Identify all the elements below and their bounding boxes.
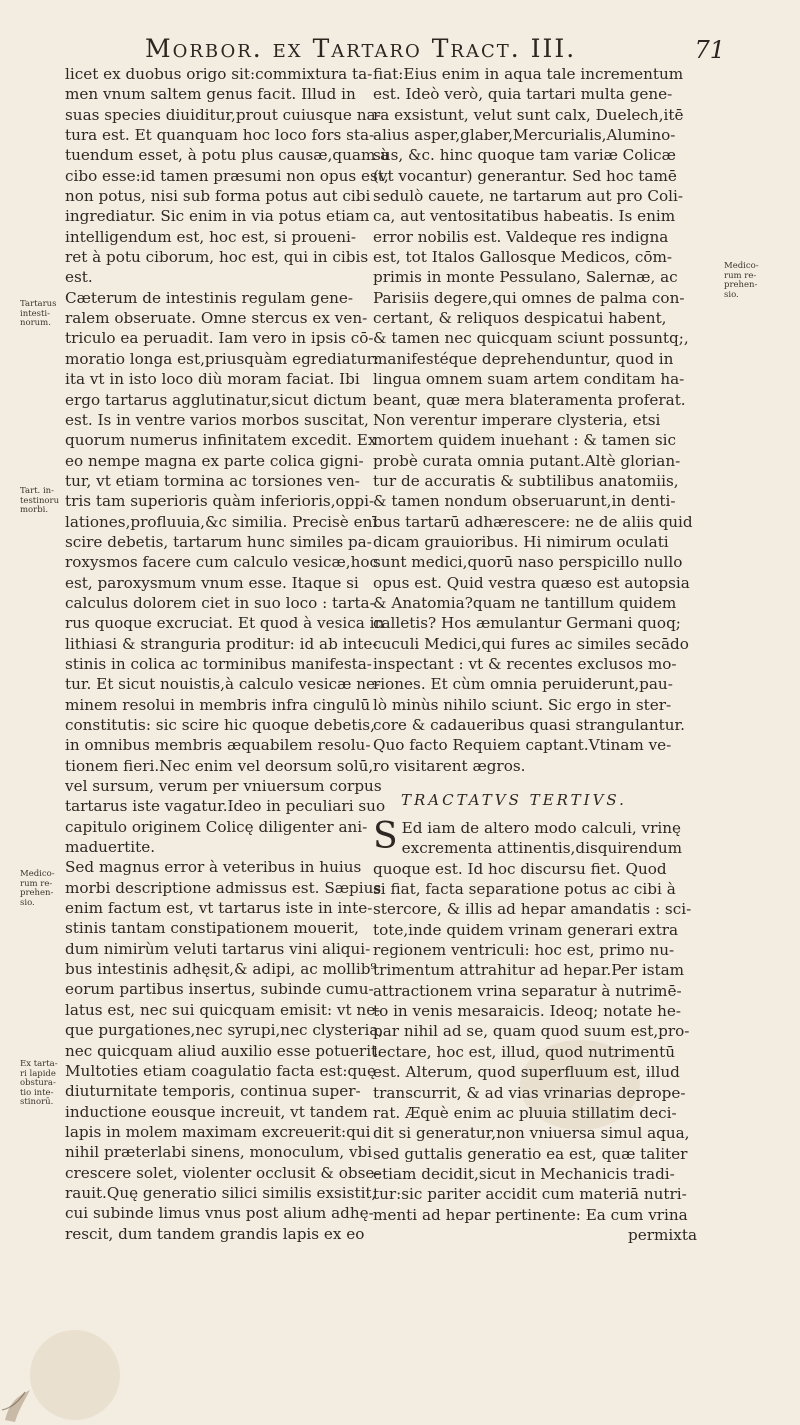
text-line: est, paroxysmum vnum esse. Itaque si <box>65 573 359 592</box>
text-line: scire debetis, tartarum hunc similes pa- <box>65 532 372 551</box>
text-line: sunt medici,quorū naso perspicillo nullo <box>373 553 683 572</box>
text-line: men vnum saltem genus facit. Illud in <box>65 85 356 104</box>
text-line: Quo facto Requiem captant.Vtinam ve- <box>373 736 672 755</box>
text-line: licet ex duobus origo sit:commixtura ta- <box>65 65 373 83</box>
text-line: lingua omnem suam artem conditam ha- <box>373 370 685 389</box>
text-line: rus quoque excruciat. Et quod à vesica in <box>65 614 385 633</box>
text-line: diuturnitate temporis, continua super- <box>65 1082 361 1101</box>
text-line: dicam grauioribus. Hi nimirum oculati <box>373 532 669 551</box>
text-line: lithiasi & stranguria proditur: id ab inte- <box>65 634 378 653</box>
text-line: tionem fieri.Nec enim vel deorsum solū, <box>65 756 374 775</box>
text-line: morbi descriptione admissus est. Sæpius <box>65 878 382 897</box>
text-line: tuendum esset, à potu plus causæ,quam à <box>65 146 390 165</box>
text-line: error nobilis est. Valdeque res indigna <box>373 227 669 246</box>
text-line: tur, vt etiam tormina ac torsiones ven- <box>65 471 360 490</box>
text-line: latus est, nec sui quicquam emisit: vt ne- <box>65 1000 381 1019</box>
running-head <box>145 34 725 64</box>
text-line: ingrediatur. Sic enim in via potus etiam <box>65 207 370 226</box>
text-line: Ed iam de altero modo calculi, vrinę <box>401 819 682 838</box>
text-line: to in venis mesaraicis. Ideoq; notate he- <box>373 1002 682 1021</box>
text-line: calletis? Hos æmulantur Germani quoq; <box>373 614 681 633</box>
text-line: maduertite. <box>65 838 156 857</box>
text-line: core & cadaueribus quasi strangulantur. <box>373 716 685 734</box>
text-line: tartarus iste vagatur.Ideo in peculiari suo <box>65 797 386 816</box>
text-line: stinis in colica ac torminibus manifesta- <box>65 654 372 673</box>
text-line: crescere solet, violenter occlusit & obse- <box>65 1163 380 1182</box>
text-line: tris tam superioris quàm inferioris,oppi- <box>65 492 375 511</box>
text-line: ro visitarent ægros. <box>373 756 526 775</box>
text-line: manifestéque deprehenduntur, quod in <box>373 349 674 368</box>
text-line: minem resolui in membris infra cingulū <box>65 695 371 714</box>
drop-cap: S <box>373 816 398 858</box>
text-line: Non verentur imperare clysteria, etsi <box>373 410 661 429</box>
marginal-note: Ex tarta- ri lapide obstura- tio inte- stinorū. <box>20 1059 58 1107</box>
text-line: non potus, nisi sub forma potus aut cibi <box>65 187 371 206</box>
right-column <box>373 64 703 1245</box>
page-title: Morbor. ex Tartaro Tract. III. <box>145 34 577 63</box>
text-line: quoque est. Id hoc discursu fiet. Quod <box>373 859 667 878</box>
text-line: ita vt in isto loco diù moram faciat. Ibi <box>65 370 360 389</box>
marginal-note: Medico- rum re- prehen- sio. <box>724 261 759 300</box>
text-line: stercore, & illis ad hepar amandatis : sci- <box>373 900 692 919</box>
text-line: riones. Et cùm omnia peruiderunt,pau- <box>373 675 673 694</box>
text-line: est. <box>65 268 93 287</box>
text-line: bus intestinis adhęsit,& adipi, ac mollib⁹ <box>65 960 377 979</box>
text-line: capitulo originem Colicę diligenter ani- <box>65 817 368 836</box>
paragraph-dropcap-block <box>373 818 703 1225</box>
text-line: est. Alterum, quod superfluum est, illud <box>373 1063 680 1082</box>
text-line: probè curata omnia putant.Altè glorian- <box>373 451 681 470</box>
marginal-note: Tart. in- testinoru morbi. <box>20 486 60 515</box>
text-line: ret à potu ciborum, hoc est, qui in cibis <box>65 248 369 267</box>
text-line: est, tot Italos Gallosque Medicos, cōm- <box>373 248 673 267</box>
text-line: inductione eousque increuit, vt tandem <box>65 1102 368 1121</box>
text-line: fiat:Eius enim in aqua tale incrementum <box>373 65 684 83</box>
text-line: enim factum est, vt tartarus iste in inte- <box>65 899 373 918</box>
text-line: stinis tantam constipationem mouerit, <box>65 919 359 938</box>
text-line: etiam decidit,sicut in Mechanicis tradi- <box>373 1164 675 1183</box>
text-line: triculo ea peruadit. Iam vero in ipsis cō- <box>65 329 374 348</box>
text-line: lò minùs nihilo sciunt. Sic ergo in ster- <box>373 695 672 714</box>
text-line: beant, quæ mera blateramenta proferat. <box>373 390 686 409</box>
text-line: par nihil ad se, quam quod suum est,pro- <box>373 1022 690 1041</box>
text-line: lationes,profluuia,&c similia. Precisè enī <box>65 512 378 531</box>
text-line: moratio longa est,priusquàm egrediatur: <box>65 349 379 368</box>
text-line: est. Is in ventre varios morbos suscitat, <box>65 410 369 429</box>
text-line: sedulò cauete, ne tartarum aut pro Coli- <box>373 187 683 206</box>
text-line: roxysmos facere cum calculo vesicæ,hoc <box>65 553 379 572</box>
text-line: que purgationes,nec syrupi,nec clysteria, <box>65 1021 384 1040</box>
text-line: lapis in molem maximam excreuerit:qui <box>65 1122 371 1141</box>
text-line: constitutis: sic scire hic quoque debetis, <box>65 716 375 734</box>
text-line: mortem quidem inuehant : & tamen sic <box>373 431 676 450</box>
text-line: tote,inde quidem vrinam generari extra <box>373 920 679 939</box>
text-line: intelligendum est, hoc est, si proueni- <box>65 227 357 246</box>
text-line: inspectant : vt & recentes exclusos mo- <box>373 654 677 673</box>
text-line: Multoties etiam coagulatio facta est:quę <box>65 1061 376 1080</box>
text-line: & Anatomia?quam ne tantillum quidem <box>373 593 677 612</box>
text-line: lectare, hoc est, illud, quod nutrimentū <box>373 1042 675 1061</box>
marginal-note: Medico- rum re- prehen- sio. <box>20 869 55 908</box>
text-line: ca, aut ventositatibus habeatis. Is enim <box>373 207 676 226</box>
text-line: ra exsistunt, velut sunt calx, Duelech,itē <box>373 105 684 124</box>
text-line: & tamen nec quicquam sciunt possuntq;, <box>373 329 689 348</box>
text-line: regionem ventriculi: hoc est, primo nu- <box>373 941 675 960</box>
text-line: dum nimirùm veluti tartarus vini aliqui- <box>65 939 371 958</box>
text-line: rat. Æquè enim ac pluuia stillatim deci- <box>373 1103 677 1122</box>
text-line: suas species diuiditur,prout cuiusque na- <box>65 105 381 124</box>
text-line: tur. Et sicut nouistis,à calculo vesicæ ne- <box>65 675 381 694</box>
text-line: primis in monte Pessulano, Salernæ, ac <box>373 268 678 287</box>
text-line: calculus dolorem ciet in suo loco : tarta- <box>65 593 375 612</box>
text-line: tura est. Et quanquam hoc loco fors sta- <box>65 126 375 145</box>
text-line: ergo tartarus agglutinatur,sicut dictum <box>65 390 367 409</box>
text-line: Sed magnus error à veteribus in huius <box>65 858 362 877</box>
text-line: si fiat, facta separatione potus ac cibi à <box>373 880 676 899</box>
text-line: Cæterum de intestinis regulam gene- <box>65 288 354 307</box>
text-line: menti ad hepar pertinente: Ea cum vrina <box>373 1205 688 1224</box>
text-line: cibo esse:id tamen præsumi non opus est, <box>65 166 389 185</box>
text-line: (vt vocantur) generantur. Sed hoc tamē <box>373 166 677 185</box>
text-line: rauit.Quę generatio silici similis exsistit, <box>65 1183 377 1202</box>
text-line: sus, &c. hinc quoque tam variæ Colicæ <box>373 146 676 165</box>
text-line: nec quicquam aliud auxilio esse potuerit. <box>65 1041 382 1060</box>
text-line: cui subinde limus vnus post alium adhę- <box>65 1204 374 1223</box>
text-line: cuculi Medici,qui fures ac similes secādo <box>373 634 689 653</box>
text-line: certant, & reliquos despicatui habent, <box>373 309 667 328</box>
text-line: transcurrit, & ad vias vrinarias deprope- <box>373 1083 686 1102</box>
text-line: nihil præterlabi sinens, monoculum, vbi <box>65 1143 373 1162</box>
page-number: 71 <box>694 36 725 64</box>
section-title: TRACTATVS TERTIVS. <box>401 791 627 810</box>
text-line: & tamen nondum obseruarunt,in denti- <box>373 492 676 511</box>
text-line: dit si generatur,non vniuersa simul aqua, <box>373 1124 690 1143</box>
text-line: eo nempe magna ex parte colica gigni- <box>65 451 364 470</box>
text-line: in omnibus membris æquabilem resolu- <box>65 736 371 755</box>
page-corner-ornament <box>0 1350 60 1425</box>
text-line: excrementa attinentis,disquirendum <box>401 839 683 858</box>
text-line: alius asper,glaber,Mercurialis,Alumino- <box>373 126 676 145</box>
left-column <box>65 64 390 1244</box>
text-line: trimentum attrahitur ad hepar.Per istam <box>373 961 685 980</box>
text-line: rescit, dum tandem grandis lapis ex eo <box>65 1224 365 1243</box>
text-line: vel sursum, verum per vniuersum corpus <box>65 777 382 796</box>
text-line: tur de accuratis & subtilibus anatomiis, <box>373 471 679 490</box>
text-line: eorum partibus insertus, subinde cumu- <box>65 980 374 999</box>
catchword: permixta <box>628 1225 697 1244</box>
text-line: ralem obseruate. Omne stercus ex ven- <box>65 309 368 328</box>
text-line: est. Ideò verò, quia tartari multa gene- <box>373 85 673 104</box>
marginal-note: Tartarus intesti- norum. <box>20 299 57 328</box>
text-line: quorum numerus infinitatem excedit. Ex <box>65 431 377 450</box>
text-line: opus est. Quid vestra quæso est autopsia <box>373 573 690 592</box>
text-line: sed guttalis generatio ea est, quæ taliter <box>373 1144 688 1163</box>
text-line: attractionem vrina separatur à nutrimē- <box>373 981 682 1000</box>
text-line: Parisiis degere,qui omnes de palma con- <box>373 288 685 307</box>
text-line: tur:sic pariter accidit cum materiā nutri- <box>373 1185 687 1204</box>
text-line: bus tartarū adhærescere: ne de aliis quid <box>373 512 693 531</box>
